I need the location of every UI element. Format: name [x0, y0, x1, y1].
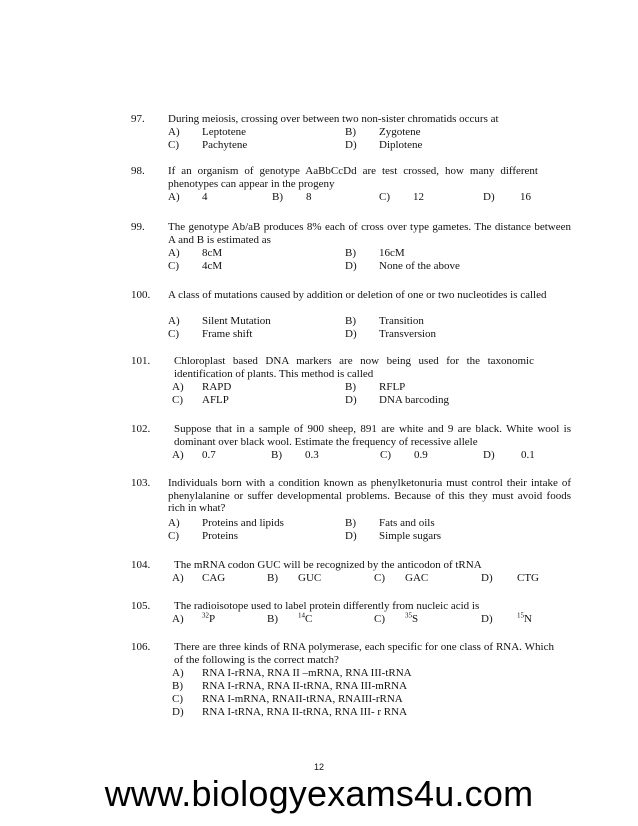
option-letter: C) — [172, 693, 183, 705]
option-letter: C) — [168, 139, 179, 151]
option-letter: B) — [345, 315, 356, 327]
option-letter: D) — [481, 572, 493, 584]
options-row — [168, 247, 571, 260]
option-text: 4cM — [202, 260, 223, 272]
option-letter: D) — [345, 260, 357, 272]
option-letter: A) — [168, 126, 180, 138]
option-text: Proteins and lipids — [202, 517, 284, 529]
option-text: None of the above — [379, 260, 460, 272]
option-letter: B) — [267, 572, 278, 584]
option-letter: B) — [267, 613, 278, 625]
option-letter: C) — [168, 328, 179, 340]
option-text: Silent Mutation — [202, 315, 271, 327]
options-row — [168, 517, 571, 530]
question-text: There are three kinds of RNA polymerase, each specific for one class of RNA. Which of the following is the correct match? — [174, 641, 554, 666]
options-row — [168, 126, 571, 139]
option-text: Fats and oils — [379, 517, 435, 529]
option-text: P — [209, 613, 216, 625]
question-number: 98. — [131, 165, 145, 177]
option-text: Transition — [379, 315, 424, 327]
option-letter: A) — [168, 191, 180, 203]
isotope-mass: 14 — [298, 611, 305, 620]
option-letter: B) — [345, 247, 356, 259]
isotope-mass: 35 — [405, 611, 412, 620]
option-text: AFLP — [202, 394, 229, 406]
option-text: Proteins — [202, 530, 239, 542]
options-row — [172, 693, 575, 706]
option-text: RAPD — [202, 381, 232, 393]
options-row — [172, 613, 575, 626]
options-row — [172, 706, 575, 719]
option-text: RNA I-mRNA, RNAII-tRNA, RNAIII-rRNA — [202, 693, 403, 705]
option-text: Frame shift — [202, 328, 253, 340]
footer-watermark-url: www.biologyexams4u.com — [104, 773, 534, 814]
option-text: 0.7 — [202, 449, 216, 461]
options-row — [172, 381, 575, 394]
option-letter: B) — [272, 191, 283, 203]
option-text: Diplotene — [379, 139, 423, 151]
option-text: Leptotene — [202, 126, 246, 138]
option-letter: A) — [168, 315, 180, 327]
option-letter: D) — [483, 191, 495, 203]
options-row — [168, 139, 571, 152]
option-letter: B) — [345, 381, 356, 393]
option-letter: C) — [374, 572, 385, 584]
option-text: RNA I-rRNA, RNA II –mRNA, RNA III-tRNA — [202, 667, 412, 679]
option-letter: A) — [172, 449, 184, 461]
options-row — [168, 191, 571, 204]
isotope-mass: 32 — [202, 611, 209, 620]
option-text: 0.9 — [414, 449, 428, 461]
option-letter: A) — [168, 247, 180, 259]
option-letter: A) — [172, 572, 184, 584]
question-text: During meiosis, crossing over between two non-sister chromatids occurs at — [168, 113, 499, 125]
options-row — [172, 680, 575, 693]
option-text: GUC — [298, 572, 322, 584]
question-text: The mRNA codon GUC will be recognized by the anticodon of tRNA — [174, 559, 482, 571]
question-text: Individuals born with a condition known as phenylketonuria must control their intake of phenylalanine or suffer developmental problems. Because of this they must avoid foods rich in what? — [168, 477, 571, 514]
option-text: GAC — [405, 572, 429, 584]
options-row — [172, 449, 575, 462]
options-row — [168, 260, 571, 273]
question-number: 103. — [131, 477, 151, 489]
option-letter: D) — [345, 328, 357, 340]
option-text: CAG — [202, 572, 226, 584]
option-text: DNA barcoding — [379, 394, 449, 406]
option-letter: B) — [172, 680, 183, 692]
option-letter: D) — [345, 394, 357, 406]
question-number: 102. — [131, 423, 151, 435]
option-letter: B) — [345, 517, 356, 529]
question-number: 100. — [131, 289, 151, 301]
options-row — [168, 530, 571, 543]
option-letter: A) — [172, 613, 184, 625]
option-letter: C) — [168, 260, 179, 272]
question-number: 106. — [131, 641, 151, 653]
option-letter: D) — [483, 449, 495, 461]
options-row — [172, 394, 575, 407]
page-number: 12 — [313, 762, 324, 772]
option-letter: B) — [345, 126, 356, 138]
question-number: 99. — [131, 221, 145, 233]
question-text: A class of mutations caused by addition or deletion of one or two nucleotides is called — [168, 289, 547, 301]
option-letter: A) — [172, 667, 184, 679]
option-letter: D) — [481, 613, 493, 625]
option-text: RFLP — [379, 381, 406, 393]
question-number: 104. — [131, 559, 151, 571]
option-text: RNA I-rRNA, RNA II-tRNA, RNA III-mRNA — [202, 680, 408, 692]
option-text: Simple sugars — [379, 530, 442, 542]
question-number: 97. — [131, 113, 145, 125]
option-letter: D) — [172, 706, 184, 718]
option-letter: D) — [345, 530, 357, 542]
option-text: S — [412, 613, 419, 625]
option-letter: C) — [374, 613, 385, 625]
option-text: 8 — [306, 191, 312, 203]
option-text: Pachytene — [202, 139, 248, 151]
question-text: Chloroplast based DNA markers are now being used for the taxonomic identification of plants. This method is called — [174, 355, 534, 380]
option-text: C — [305, 613, 313, 625]
options-row — [172, 572, 575, 585]
option-letter: B) — [271, 449, 282, 461]
option-text: RNA I-tRNA, RNA II-tRNA, RNA III- r RNA — [202, 706, 408, 718]
option-text: Transversion — [379, 328, 437, 340]
options-row — [168, 328, 571, 341]
option-letter: A) — [168, 517, 180, 529]
option-text: CTG — [517, 572, 539, 584]
option-text: 16 — [520, 191, 531, 203]
option-letter: C) — [380, 449, 391, 461]
option-letter: D) — [345, 139, 357, 151]
question-text: The genotype Ab/aB produces 8% each of cross over type gametes. The distance between A and B is estimated as — [168, 221, 571, 246]
option-text: N — [524, 613, 532, 625]
options-row — [168, 315, 571, 328]
question-number: 105. — [131, 600, 151, 612]
isotope-mass: 15 — [517, 611, 524, 620]
option-text: Zygotene — [379, 126, 421, 138]
options-row — [172, 667, 575, 680]
option-text: 8cM — [202, 247, 223, 259]
question-text: The radioisotope used to label protein differently from nucleic acid is — [174, 600, 480, 612]
option-text: 0.3 — [305, 449, 319, 461]
question-text: Suppose that in a sample of 900 sheep, 891 are white and 9 are black. White wool is dominant over black wool. Estimate the frequency of recessive allele — [174, 423, 571, 448]
option-letter: A) — [172, 381, 184, 393]
option-letter: C) — [172, 394, 183, 406]
option-text: 16cM — [379, 247, 405, 259]
question-text: If an organism of genotype AaBbCcDd are test crossed, how many different phenotypes can appear in the progeny — [168, 165, 538, 190]
option-letter: C) — [379, 191, 390, 203]
option-text: 12 — [413, 191, 424, 203]
question-number: 101. — [131, 355, 151, 367]
option-letter: C) — [168, 530, 179, 542]
option-text: 4 — [202, 191, 208, 203]
option-text: 0.1 — [521, 449, 535, 461]
